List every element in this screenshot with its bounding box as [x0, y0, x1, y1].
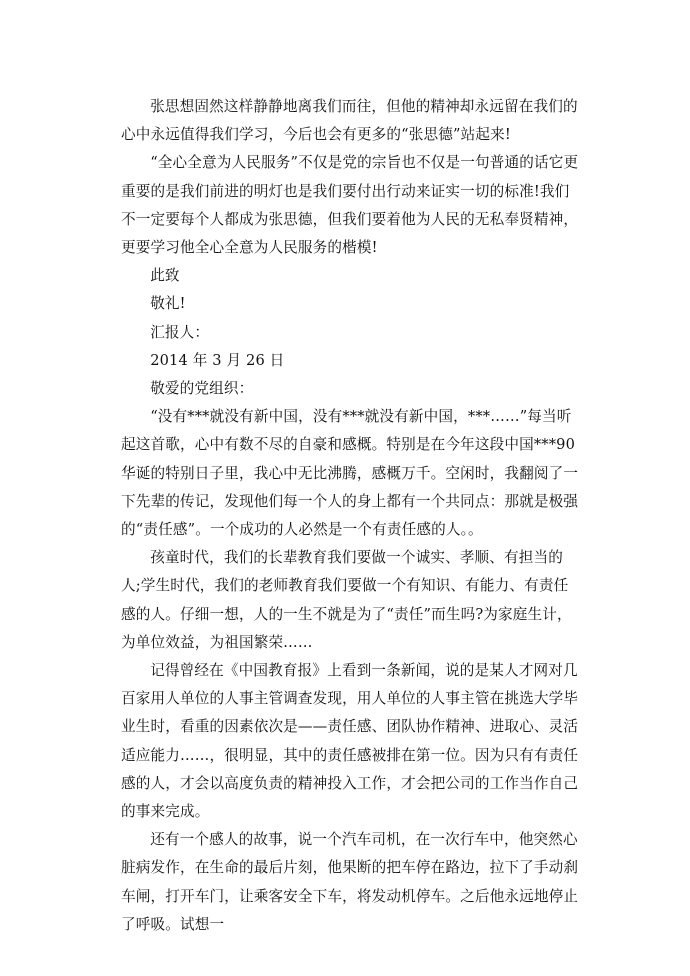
paragraph: 张思想固然这样静静地离我们而往，但他的精神却永远留在我们的心中永远值得我们学习，今后也会有更多的“张思德”站起来!: [121, 98, 578, 144]
reporter-line: 汇报人：: [150, 323, 210, 341]
closing-line: 此致: [150, 267, 180, 285]
paragraph: 还有一个感人的故事，说一个汽车司机，在一次行车中，他突然心脏病发作，在生命的最后片刻，他果断的把车停在路边，拉下了手动刹车闸，打开车门，让乘客安全下车，将发动机停车。之后他永远地停止了呼吸。试想一: [121, 831, 579, 933]
date-line: 2014 年 3 月 26 日: [150, 351, 285, 369]
paragraph: “全心全意为人民服务”不仅是党的宗旨也不仅是一句普通的话它更重要的是我们前进的明灯也是我们要付出行动来证实一切的标准!我们不一定要每个人都成为张思德，但我们要着他为人民的无私奉贤精神，更要学习他全心全意为人民服务的楷模!: [121, 154, 579, 257]
greeting-line: 敬爱的党组织：: [150, 380, 254, 398]
paragraph: 孩童时代，我们的长辈教育我们要做一个诚实、孝顺、有担当的人;学生时代，我们的老师教育我们要做一个有知识、有能力、有责任感的人。仔细一想，人的一生不就是为了“责任”而生吗?为家庭生计，为单位效益，为祖国繁荣……: [121, 549, 572, 651]
paragraph: 记得曾经在《中国教育报》上看到一条新闻，说的是某人才网对几百家用人单位的人事主管调查发现，用人单位的人事主管在挑选大学毕业生时，看重的因素依次是——责任感、团队协作精神、进取心、灵活适应能力……，很明显，其中的责任感被排在第一位。因为只有有责任感的人，才会以高度负责的精神投入工作，才会把公司的工作当作自己的事来完成。: [121, 662, 579, 821]
salute-line: 敬礼!: [150, 295, 186, 313]
paragraph: “没有***就没有新中国，没有***就没有新中国，***……”每当听起这首歌，心中有数不尽的自豪和感概。特别是在今年这段中国***90 华诞的特别日子里，我心中无比沸腾，感概万千。空闲时，我翻阅了一下先辈的传记，发现他们每一个人的身上都有一个共同点：那就是极强的“责任感”。一个成功的人必然是一个有责任感的人。。: [121, 408, 579, 539]
document-body: [121, 93, 579, 939]
